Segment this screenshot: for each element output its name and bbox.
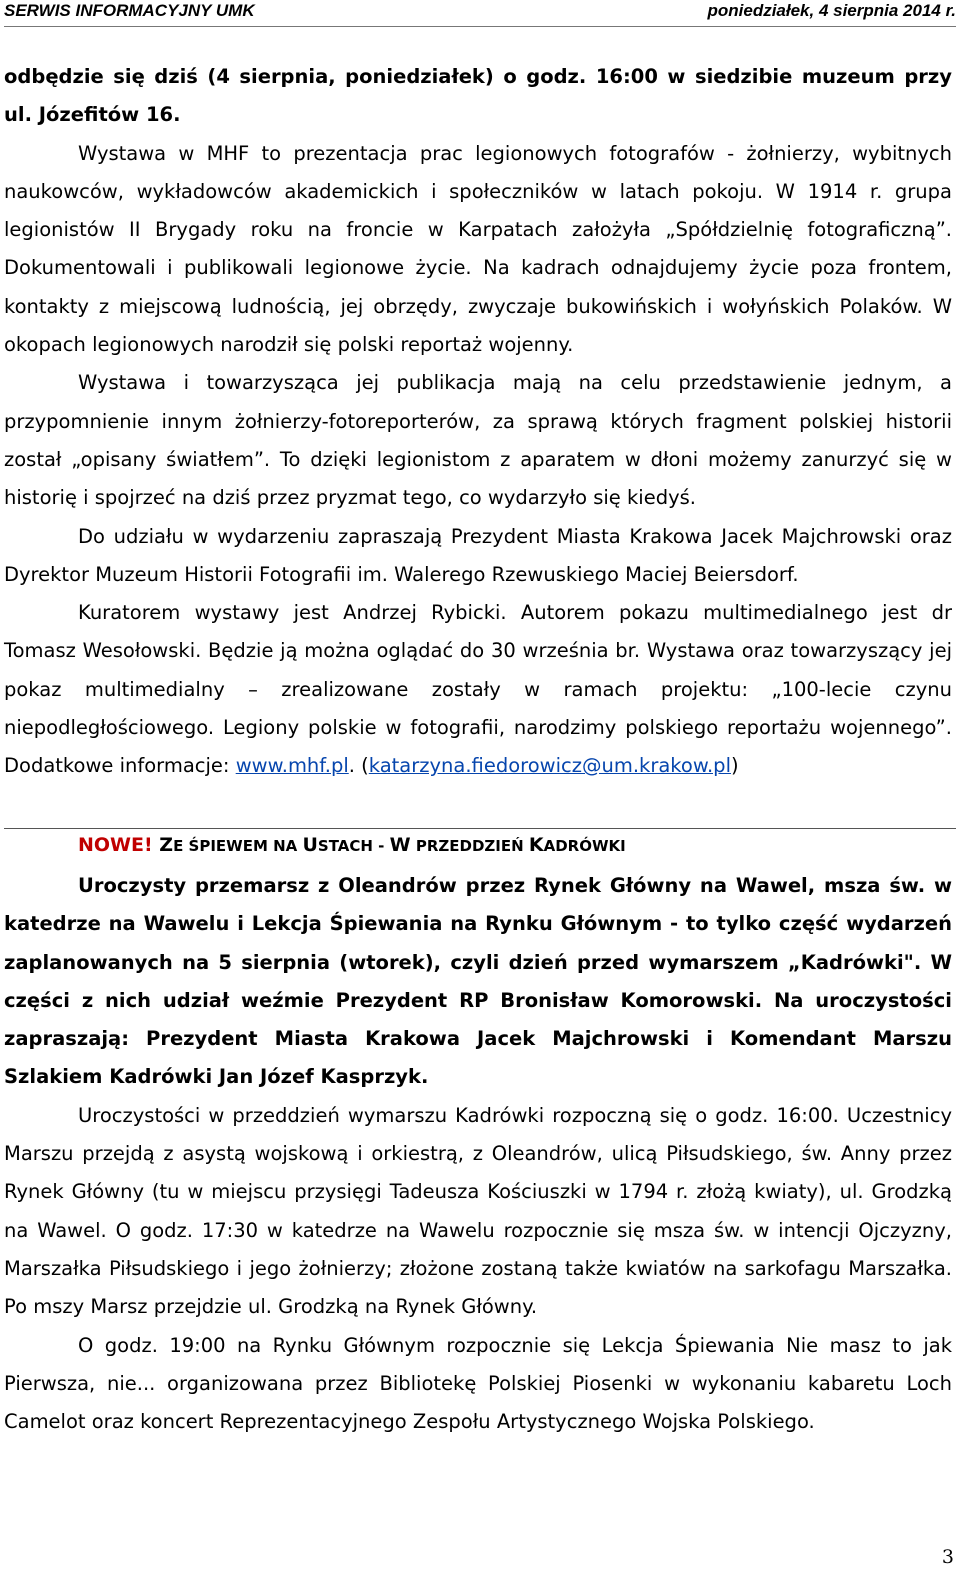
section-heading <box>78 830 626 861</box>
article-paragraph <box>4 594 952 785</box>
punctuation: . ( <box>348 754 369 778</box>
article-kadrowka <box>4 867 952 1441</box>
article-paragraph: Wystawa w MHF to prezentacja prac legionowych fotografów - żołnierzy, wybitnych naukowców, wykładowców akademickich i społeczników w latach pokoju. W 1914 r. grupa legionistów II Brygady roku na froncie w Karpatach założyła „Spółdzielnię fotograficzną”. Dokumentowali i publikowali legionowe życie. Na kadrach odnajdujemy życie poza frontem, kontakty z miejscową ludnością, jej obrzędy, zwyczaje bukowińskich i wołyńskich Polaków. W okopach legionowych narodził się polski reportaż wojenny. <box>4 141 952 357</box>
header-publication-title: SERWIS INFORMACYJNY UMK <box>4 1 255 20</box>
page-number: 3 <box>941 1546 954 1568</box>
article-paragraph: O godz. 19:00 na Rynku Głównym rozpocznie się Lekcja Śpiewania Nie masz to jak Pierwsza, nie... organizowana przez Bibliotekę Polskiej Piosenki w wykonaniu kabaretu Loch Camelot oraz koncert Reprezentacyjnego Zespołu Artystycznego Wojska Polskiego. <box>4 1333 952 1434</box>
article-paragraph: Do udziału w wydarzeniu zapraszają Prezydent Miasta Krakowa Jacek Majchrowski oraz Dyrektor Muzeum Historii Fotografii im. Walerego Rzewuskiego Maciej Beiersdorf. <box>4 524 952 586</box>
article-paragraph: Wystawa i towarzysząca jej publikacja mają na celu przedstawienie jednym, a przypomnienie innym żołnierzy-fotoreporterów, za sprawą których fragment polskiej historii został „opisany światłem”. To dzięki legionistom z aparatem w dłoni możemy zanurzyć się w historię i spojrzeć na dziś przez pryzmat tego, co wydarzyło się kiedyś. <box>4 371 952 510</box>
article-paragraph-text: Kuratorem wystawy jest Andrzej Rybicki. Autorem pokazu multimedialnego jest dr Tomasz Wesołowski. Będzie ją można oglądać do 30 września br. Wystawa oraz towarzyszący jej pokaz multimedialny – zrealizowane zostały w ramach projektu: „100-lecie czynu niepodległościowego. Legiony polskie w fotografii, narodzimy polskiego reportażu wojennego”. Dodatkowe informacje: <box>4 601 952 778</box>
punctuation: ) <box>730 754 739 778</box>
new-tag: NOWE! <box>78 834 153 856</box>
mhf-website-link[interactable]: www.mhf.pl <box>235 754 349 778</box>
article-opening-paragraph: odbędzie się dziś (4 sierpnia, poniedziałek) o godz. 16:00 w siedzibie muzeum przy ul. Józefitów 16. <box>4 65 952 127</box>
article-lead: Uroczysty przemarsz z Oleandrów przez Rynek Główny na Wawel, msza św. w katedrze na Wawelu i Lekcja Śpiewania na Rynku Głównym - to tylko część wydarzeń zaplanowanych na 5 sierpnia (wtorek), czyli dzień przed wymarszem „Kadrówki". W części z nich udział weźmie Prezydent RP Bronisław Komorowski. Na uroczystości zapraszają: Prezydent Miasta Krakowa Jacek Majchrowski i Komendant Marszu Szlakiem Kadrówki Jan Józef Kasprzyk. <box>4 874 952 1089</box>
header-date: poniedziałek, 4 sierpnia 2014 r. <box>707 1 956 20</box>
article-exhibition <box>4 58 952 786</box>
section-divider <box>4 828 956 829</box>
page-header <box>4 0 956 27</box>
article-paragraph: Uroczystości w przeddzień wymarszu Kadrówki rozpoczną się o godz. 16:00. Uczestnicy Marszu przejdą z asystą wojskową i orkiestrą, z Oleandrów, ulicą Piłsudskiego, św. Anny przez Rynek Główny (tu w miejscu przysięgi Tadeusza Kościuszki w 1794 r. złożą kwiaty), ul. Grodzką na Wawel. O godz. 17:30 w katedrze na Wawelu rozpocznie się msza św. w intencji Ojczyzny, Marszałka Piłsudskiego i jego żołnierzy; złożone zostaną także kwiatów na sarkofagu Marszałka. Po mszy Marsz przejdzie ul. Grodzką na Rynek Główny. <box>4 1103 952 1319</box>
section-title: ZE ŚPIEWEM NA USTACH - W PRZEDDZIEŃ KADRÓWKI <box>159 834 626 856</box>
contact-email-link[interactable]: katarzyna.fiedorowicz@um.krakow.pl <box>368 754 731 778</box>
